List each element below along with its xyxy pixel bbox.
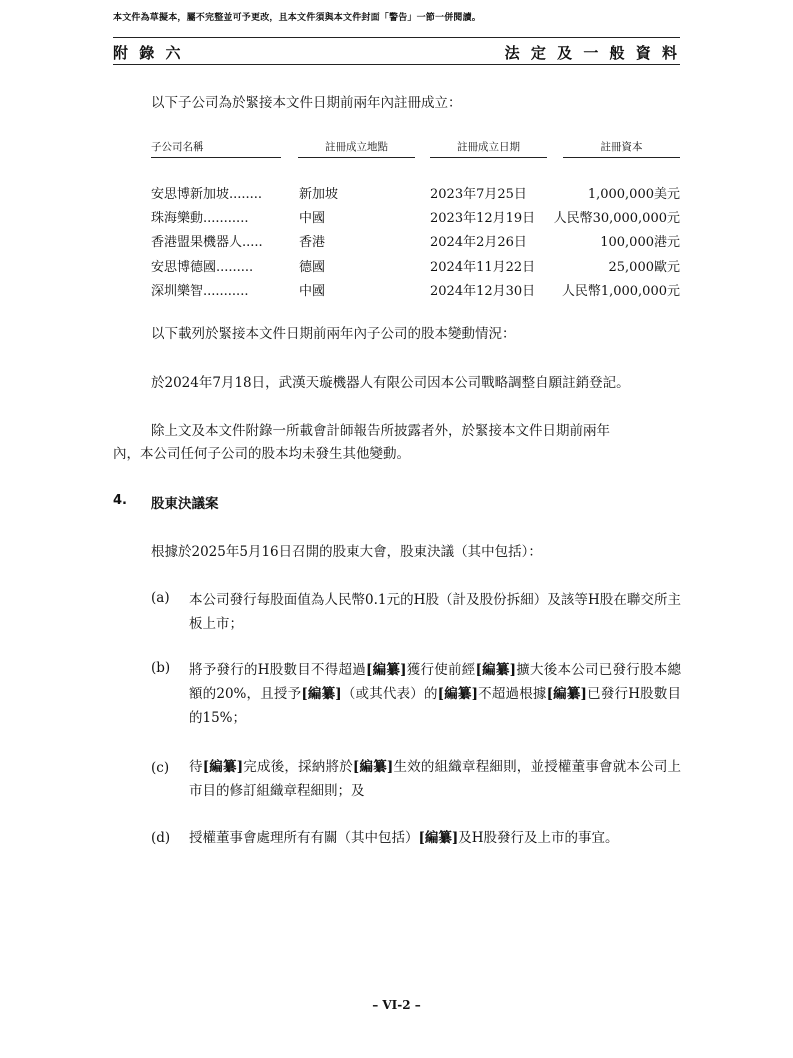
item-c-text	[189, 755, 681, 803]
item-d-part: 及H股發行及上市的事宜。	[458, 830, 619, 846]
item-marker-d: (d)	[151, 830, 171, 846]
redacted-mark: [編纂]	[301, 686, 342, 702]
page-number: – VI-2 –	[372, 998, 421, 1012]
table-cell: 2023年7月25日	[430, 187, 527, 202]
item-c-part: 生效的組織章程細則，並授權董事會就本公司上市目的修訂組織章程細則；及	[189, 759, 682, 799]
item-b-text	[189, 658, 681, 730]
table-cell: 1,000,000美元	[587, 187, 680, 202]
resolution-intro: 根據於2025年5月16日召開的股東大會，股東決議（其中包括）：	[151, 544, 542, 560]
table-cell: 安思博新加坡........	[151, 187, 263, 202]
section-title: 股東決議案	[151, 496, 219, 512]
table-cell: 2024年2月26日	[430, 235, 527, 250]
table-cell: 人民幣30,000,000元	[553, 211, 680, 226]
share-change-intro: 以下載列於緊接本文件日期前兩年內子公司的股本變動情況：	[151, 326, 516, 342]
item-d-part: 授權董事會處理所有有關（其中包括）	[189, 830, 419, 846]
draft-warning: 本文件為草擬本，屬不完整並可予更改，且本文件須與本文件封面「警告」一節一併閱讀。	[113, 13, 482, 23]
item-marker-c: (c)	[151, 760, 170, 776]
item-d-text	[189, 826, 681, 850]
item-marker-b: (b)	[151, 660, 171, 676]
table-cell: 中國	[299, 211, 326, 226]
item-a-text: 本公司發行每股面值為人民幣0.1元的H股（計及股份拆細）及該等H股在聯交所主板上市；	[189, 592, 681, 632]
table-cell: 珠海樂動...........	[151, 211, 249, 226]
item-c-part: 待	[189, 759, 203, 775]
redacted-mark: [編纂]	[475, 662, 517, 678]
intro-paragraph: 以下子公司為於緊接本文件日期前兩年內註冊成立：	[151, 95, 462, 111]
header-rule-bottom	[113, 64, 680, 65]
item-b-part: 獲行使前經	[406, 662, 476, 678]
table-cell: 中國	[299, 284, 326, 299]
table-cell: 深圳樂智...........	[151, 284, 249, 299]
item-b-part: （或其代表）的	[341, 686, 438, 702]
section-header: 法 定 及 一 般 資 料	[504, 44, 680, 62]
table-cell: 安思博德國.........	[151, 260, 254, 275]
redacted-mark: [編纂]	[352, 759, 394, 775]
table-cell: 香港	[299, 235, 326, 250]
table-cell: 2024年12月30日	[430, 284, 536, 299]
item-b-part: 已發行H股數目的15%；	[189, 686, 682, 726]
table-cell: 新加坡	[299, 187, 339, 202]
section-number: 4.	[113, 493, 127, 508]
table-cell: 25,000歐元	[608, 260, 680, 275]
redacted-mark: [編纂]	[437, 686, 478, 702]
table-cell: 人民幣1,000,000元	[561, 284, 680, 299]
item-marker-a: (a)	[151, 590, 170, 606]
table-header-date: 註冊成立日期	[430, 139, 547, 158]
table-cell: 2023年12月19日	[430, 211, 536, 226]
redacted-mark: [編纂]	[202, 759, 244, 775]
item-c-part: 完成後，採納將於	[243, 759, 353, 775]
no-other-change-line1: 除上文及本文件附錄一所載會計師報告所披露者外，於緊接本文件日期前兩年	[151, 423, 610, 439]
table-cell: 100,000港元	[600, 235, 680, 250]
redacted-mark: [編纂]	[546, 686, 587, 702]
no-other-change-line2: 內，本公司任何子公司的股本均未發生其他變動。	[113, 446, 410, 462]
item-b-part: 將予發行的H股數目不得超過	[189, 662, 366, 678]
deregistration-paragraph: 於2024年7月18日，武漢天璇機器人有限公司因本公司戰略調整自願註銷登記。	[151, 375, 630, 391]
table-cell: 德國	[299, 260, 326, 275]
header-rule-top	[113, 37, 680, 38]
item-b-part: 擴大後本公司已發行股本總額的20%，且授予	[189, 662, 682, 702]
table-header-capital: 註冊資本	[563, 139, 680, 158]
item-b-part: 不超過根據	[477, 686, 547, 702]
redacted-mark: [編纂]	[366, 662, 407, 678]
redacted-mark: [編纂]	[418, 830, 459, 846]
table-cell: 香港盟果機器人.....	[151, 235, 263, 250]
appendix-title: 附 錄 六	[113, 44, 184, 62]
table-header-place: 註冊成立地點	[298, 139, 415, 158]
table-cell: 2024年11月22日	[430, 260, 536, 275]
table-header-name: 子公司名稱	[151, 139, 281, 158]
